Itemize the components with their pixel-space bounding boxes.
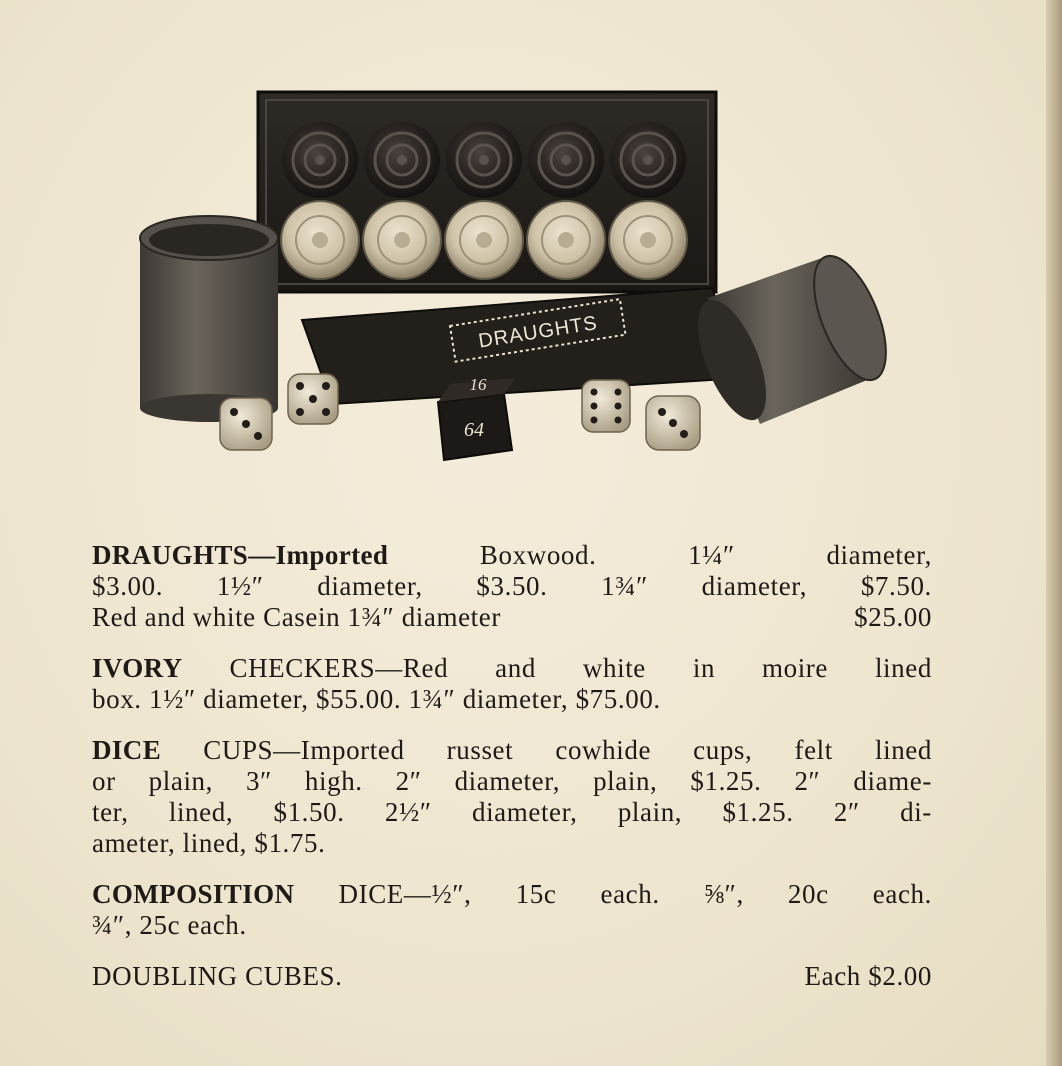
entry-line: $3.00. 1½″ diameter, $3.50. 1¾″ diameter, $7.50. <box>92 571 932 601</box>
light-checkers-row <box>281 201 687 279</box>
entry-line: DICE CUPS—Imported russet cowhide cups, felt lined <box>92 735 932 765</box>
die-2 <box>288 374 338 424</box>
entry-line: IVORY CHECKERS—Red and white in moire lined <box>92 653 932 683</box>
entry-doubling-cubes <box>92 961 932 992</box>
doubling-cubes-price: Each $2.00 <box>804 961 932 991</box>
dice-cup-left <box>140 216 278 422</box>
page-spine <box>1046 0 1062 1066</box>
doubling-cubes-label: DOUBLING CUBES. <box>92 961 343 991</box>
entry-line-text: ¾″, 25c each. <box>92 910 247 940</box>
entry-line: DRAUGHTS—Imported Boxwood. 1¼″ diameter, <box>92 540 932 570</box>
entry-composition-dice <box>92 879 932 941</box>
cube-number-front: 64 <box>464 419 484 441</box>
entry-line <box>92 828 932 859</box>
box-label-text: DRAUGHTS <box>476 312 600 353</box>
die-1 <box>220 398 272 450</box>
cube-number-top: 16 <box>469 375 487 394</box>
entry-line-text: ameter, lined, $1.75. <box>92 828 326 858</box>
entry-line <box>92 602 932 633</box>
draughts-set-illustration <box>132 88 892 468</box>
entry-line: COMPOSITION DICE—½″, 15c each. ⅝″, 20c each. <box>92 879 932 909</box>
die-4 <box>646 396 700 450</box>
entry-draughts <box>92 540 932 633</box>
dark-checkers-row <box>282 122 686 198</box>
price-list <box>92 540 932 992</box>
entry-line <box>92 684 932 715</box>
entry-ivory-checkers <box>92 653 932 715</box>
entry-price: $25.00 <box>854 602 932 632</box>
entry-line-text: Red and white Casein 1¾″ diameter <box>92 602 501 632</box>
entry-line: ter, lined, $1.50. 2½″ diameter, plain, $1.25. 2″ di- <box>92 797 932 827</box>
entry-line <box>92 910 932 941</box>
entry-line: or plain, 3″ high. 2″ diameter, plain, $1.25. 2″ diame- <box>92 766 932 796</box>
entry-dice-cups <box>92 735 932 859</box>
entry-line-text: box. 1½″ diameter, $55.00. 1¾″ diameter, $75.00. <box>92 684 661 714</box>
die-3 <box>582 380 630 432</box>
doubling-cube <box>438 375 516 460</box>
draughts-box-base <box>302 288 742 404</box>
